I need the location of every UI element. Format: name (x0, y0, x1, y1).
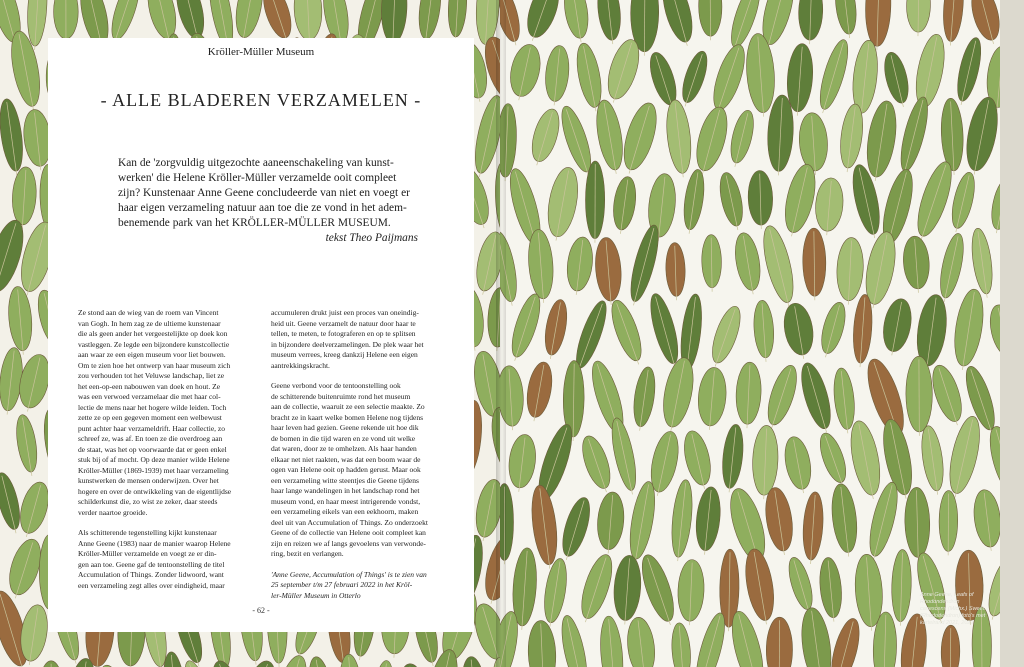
leaf (657, 0, 698, 45)
body-line: het een-op-een nabouwen van doek en hout. Ze (78, 381, 221, 391)
body-line: deel uit van Accumulation of Things. Zo onderzoekt (271, 517, 428, 527)
body-line: schilderkunst die, zo wist ze zeker, daar steeds (78, 497, 218, 506)
leaf (305, 655, 337, 667)
body-line: in bijzondere deelverzamelingen. De plek waar het (271, 339, 424, 349)
body-line: Accumulation of Things. Zonder lidwoord, want (78, 570, 224, 579)
leaf (971, 488, 1000, 548)
paragraph-gap (271, 371, 461, 381)
body-line: zou verhouden tot het Veluwse landschap, liet ze (78, 371, 225, 380)
body-line: ogen van Helene ooit op hadden gerust. Maar ook (271, 465, 421, 474)
leaf (171, 0, 208, 41)
body-line: Geene verbond voor de tentoonstelling ook (271, 381, 401, 390)
leaf (670, 622, 692, 667)
body-line: aantrekkingskracht. (271, 360, 330, 370)
text-panel (48, 38, 474, 632)
leaf (370, 659, 397, 667)
intro-line: benemende park van het KRÖLLER-MÜLLER MUSEUM. (118, 217, 391, 229)
body-line: Kröller-Müller (1869-1939) met haar verzameling (78, 465, 229, 475)
body-line: Om te zien hoe het ontwerp van haar museum zich (78, 360, 231, 370)
page-number: - 62 - (252, 606, 270, 615)
body-line: haar lange wandelingen in het landschap rond het (271, 486, 420, 495)
section-label: Kröller-Müller Museum (207, 46, 315, 58)
body-line: de bomen in die tijd waren en ze vond uit welke (271, 433, 416, 443)
intro-line: zijn? Kunstenaar Anne Geene concludeerde van niet en voegt er (118, 187, 410, 199)
body-line: aan waar ze een eigen museum voor liet bouwen. (78, 350, 226, 359)
caption-line: (Rhododendron) foto's met (920, 613, 986, 619)
body-line: elkaar net niet raakten, was dat een boom waar de (271, 454, 421, 464)
leaf (690, 610, 730, 667)
paragraph-gap (271, 560, 461, 570)
leaf (595, 0, 623, 41)
body-line: Ze stond aan de wieg van de roem van Vincent (78, 308, 219, 317)
leaf (0, 98, 26, 173)
right-page (500, 0, 1000, 667)
body-line: een verzameling witte steentjes die Geene tijdens (271, 475, 419, 485)
leaf (521, 0, 564, 41)
intro-paragraph (118, 156, 418, 246)
body-line: hogere en over de ontwikkeling van de eigentlijdse (78, 486, 232, 496)
intro-line: werken' die Helene Kröller-Müller verzamelde ooit compleet (118, 172, 397, 184)
leaf (258, 0, 296, 41)
body-line: aan de collectie, waaruit ze een selectie maakte. Zo (271, 402, 425, 411)
body-line: stuk bij of af mocht. Op deze manier wilde Helene (78, 455, 230, 464)
body-line: gen aan toe. Geene gaf de tentoonstelling de titel (78, 559, 225, 569)
body-line: lectie de mens naar het hogere wilde leiden. Toch (78, 402, 227, 412)
body-line: museum vond, en haar meest intrigerende vondst, (271, 496, 421, 506)
leaf (826, 616, 864, 667)
page-edge (1000, 0, 1024, 667)
photo-caption (920, 592, 990, 627)
body-line: Geene of de collectie van Helene ooit compleet kan (271, 528, 426, 537)
body-column-1 (78, 308, 268, 591)
leaf (561, 0, 592, 40)
body-line: van Gogh. In hem zag ze de ultieme kunstenaar (78, 318, 221, 328)
body-line: Anne Geene (1983) naar de manier waarop Helene (78, 538, 231, 548)
leaf-collage-right (500, 0, 1000, 667)
exhibition-note-line: ler-Müller Museum in Otterlo (271, 590, 361, 600)
leaf (625, 616, 658, 667)
leaf (986, 302, 1000, 358)
body-line: kunstwerken de mensen onderwijzen. Over het (78, 476, 219, 485)
body-line: punt achter haar verzameldrift. Haar collectie, zo (78, 423, 226, 433)
leaf (598, 615, 626, 667)
article-title: - ALLE BLADEREN VERZAMELEN - (100, 90, 422, 110)
leaf (459, 656, 488, 667)
paragraph-gap (78, 518, 268, 528)
body-line: schreef ze, was af. En toen ze die overdroeg aan (78, 434, 223, 443)
body-line: die als geen ander het vergeestelijkte op doek kon (78, 329, 228, 338)
body-line: haar leven had gezien. Geene rekende uit hoe dik (271, 423, 419, 432)
page-gutter (496, 0, 506, 667)
body-line: een verzameling zegt alles over eindigheid, maar (78, 580, 225, 590)
leaf (106, 0, 144, 43)
body-line: Als schitterende tegenstelling kijkt kunstenaar (78, 528, 217, 537)
body-line: vastleggen. Ze legde een bijzondere kunstcollectie (78, 339, 230, 349)
body-line: een verzameling eikels van een eekhoorn, maken (271, 507, 419, 516)
caption-line: kartelrand 2021, 2022 (920, 620, 974, 626)
body-line: heid uit. Geene verzamelt de natuur door haar te (271, 318, 416, 328)
body-line: museum verrees, kreeg dankzij Helene een eigen (271, 350, 418, 359)
body-line: Kröller-Müller verzamelde en voegt ze er din- (78, 549, 217, 558)
exhibition-note-line: 'Anne Geene, Accumulation of Things' is te zien van (271, 569, 427, 579)
body-line: zijn en reizen we af langs gevoelens van verwonde- (271, 538, 426, 548)
body-line: ring, bezit en verlangen. (271, 549, 344, 558)
exhibition-note-line: 25 september t/m 27 februari 2022 in het Kröl- (271, 580, 413, 589)
byline: tekst Theo Paijmans (325, 232, 418, 244)
leaf (397, 662, 429, 667)
body-line: accumuleren drukt juist een proces van oneindig- (271, 308, 419, 317)
leaf (961, 95, 1000, 173)
body-line: de staat, was het op voorwaarde dat er geen enkel (78, 444, 227, 454)
leaf (557, 613, 592, 667)
intro-line: Kan de 'zorgvuldig uitgezochte aaneenschakeling van kunst- (118, 157, 394, 169)
caption-line: canescens (Michx.) Sweet. (920, 606, 986, 612)
body-line: bracht ze in kaart welke bomen Helene nog tijdens (271, 412, 424, 422)
body-column-2 (271, 308, 461, 601)
body-line: verder naartoe groeide. (78, 507, 148, 517)
body-line: dat waren, door ze te omhelzen. Als haar handen (271, 444, 417, 453)
body-line: de schitterende buitenruimte rond het museum (271, 391, 411, 401)
caption-line: Anne Geene, Leafs of Rhodondendron (920, 592, 974, 605)
body-line: tellen, te meten, te fotograferen en op te splitsen (271, 329, 416, 338)
intro-line: haar eigen verzameling natuur aan toe die ze vond in het adem- (118, 202, 407, 214)
body-line: zette ze op een gegeven moment een welbewust (78, 413, 222, 422)
body-line: was een verwoed verzamelaar die met haar col- (78, 392, 221, 401)
